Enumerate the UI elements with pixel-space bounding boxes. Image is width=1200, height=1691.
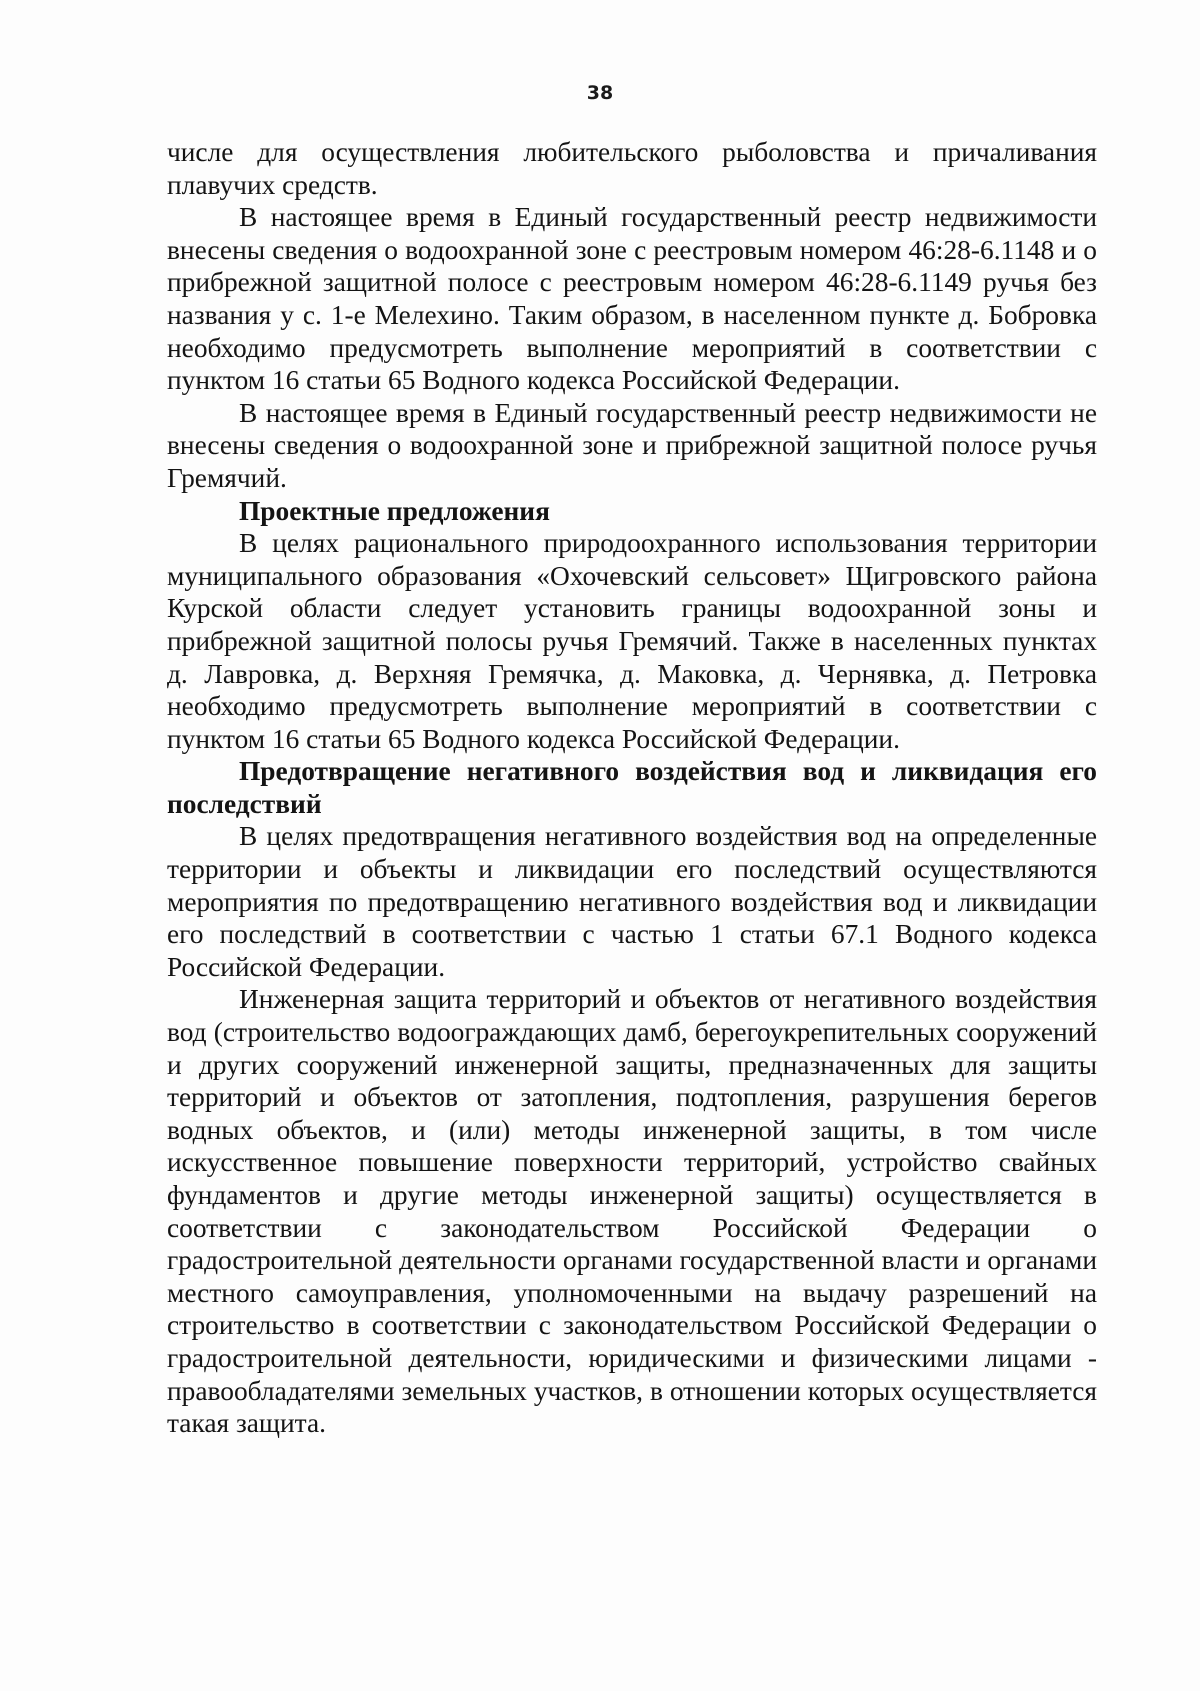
- page-number: 38: [586, 82, 614, 104]
- paragraph-registry-1: В настоящее время в Единый государственный реестр недвижимости внесены сведения о водоохранной зоне с реестровым номером 46:28-6.1148 и о прибрежной защитной полосе с реестровым номером 46:28-6.1149 ручья без названия у с. 1-е Мелехино. Таким образом, в населенном пункте д. Бобровка необходимо предусмотреть выполнение мероприятий в соответствии с пунктом 16 статьи 65 Водного кодекса Российской Федерации.: [167, 202, 1097, 396]
- heading-project-proposals: Проектные предложения: [239, 495, 550, 526]
- paragraph-registry-2: В настоящее время в Единый государственный реестр недвижимости не внесены сведения о водоохранной зоне и прибрежной защитной полосе ручья Гремячий.: [167, 397, 1097, 493]
- paragraph-continuation: числе для осуществления любительского рыболовства и причаливания плавучих средств.: [167, 137, 1097, 200]
- paragraph-engineering-protection: Инженерная защита территорий и объектов от негативного воздействия вод (строительство водоограждающих дамб, берегоукрепительных сооружений и других сооружений инженерной защиты, предназначенных для защиты территорий и объектов от затопления, подтопления, разрушения берегов водных объектов, и (или) методы инженерной защиты, в том числе искусственное повышение поверхности территорий, устройство свайных фундаментов и другие методы инженерной защиты) осуществляется в соответствии с законодательством Российской Федерации о градостроительной деятельности органами государственной власти и органами местного самоуправления, уполномоченными на выдачу разрешений на строительство в соответствии с законодательством Российской Федерации о градостроительной деятельности, юридическими и физическими лицами - правообладателями земельных участков, в отношении которых осуществляется такая защита.: [167, 984, 1097, 1439]
- paragraph-prevention: В целях предотвращения негативного воздействия вод на определенные территории и объекты и ликвидации его последствий осуществляются мероприятия по предотвращению негативного воздействия вод и ликвидации его последствий в соответствии с частью 1 статьи 67.1 Водного кодекса Российской Федерации.: [167, 821, 1097, 982]
- document-body: [167, 136, 1097, 1440]
- heading-prevention: Предотвращение негативного воздействия вод и ликвидация его последствий: [167, 756, 1097, 819]
- paragraph-proposals: В целях рационального природоохранного использования территории муниципального образования «Охочевский сельсовет» Щигровского района Курской области следует установить границы водоохранной зоны и прибрежной защитной полосы ручья Гремячий. Также в населенных пунктах д. Лавровка, д. Верхняя Гремячка, д. Маковка, д. Чернявка, д. Петровка необходимо предусмотреть выполнение мероприятий в соответствии с пунктом 16 статьи 65 Водного кодекса Российской Федерации.: [167, 528, 1097, 754]
